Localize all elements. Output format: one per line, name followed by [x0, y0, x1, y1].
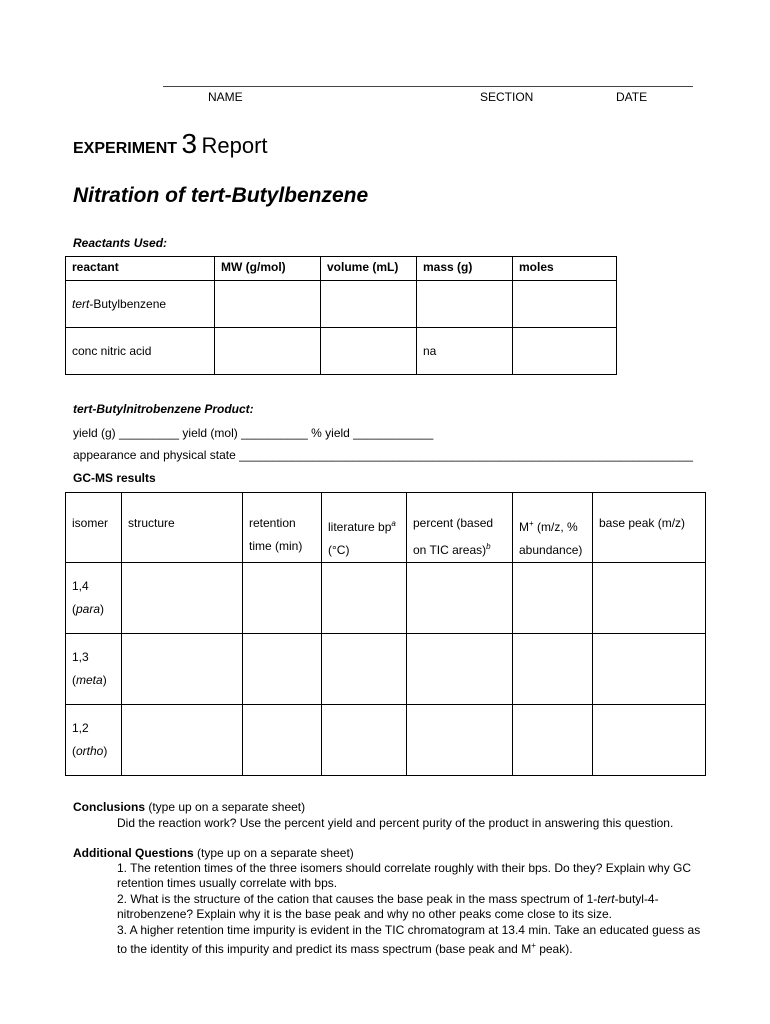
table-row [66, 281, 617, 328]
isomer-cell: 1,3 (meta) [66, 634, 122, 705]
gcms-heading: GC-MS results [73, 471, 156, 485]
mplus-line1: (m/z, % [533, 520, 578, 534]
product-heading: tert-Butylnitrobenzene Product: [73, 402, 254, 416]
col-structure: structure [122, 493, 243, 563]
isomer-name: para [76, 602, 101, 616]
gcms-header-row [66, 493, 706, 563]
retention-line2: time (min) [249, 539, 303, 553]
retention-cell[interactable] [243, 563, 322, 634]
percent-cell[interactable] [407, 563, 513, 634]
reactant-name [66, 281, 215, 328]
litbp-cell[interactable] [322, 705, 407, 776]
basepeak-cell[interactable] [593, 705, 706, 776]
section-label: SECTION [480, 90, 534, 104]
litbp-cell[interactable] [322, 563, 407, 634]
experiment-heading [73, 128, 268, 160]
reactant-name-rest: conc nitric acid [72, 344, 152, 358]
col-percent [407, 493, 513, 563]
retention-cell[interactable] [243, 634, 322, 705]
mass-cell[interactable]: na [417, 328, 513, 375]
col-m-plus [513, 493, 593, 563]
percent-line2: on TIC areas) [413, 543, 487, 557]
additional-note: (type up on a separate sheet) [193, 846, 354, 860]
mw-cell[interactable] [215, 328, 321, 375]
percent-cell[interactable] [407, 705, 513, 776]
litbp-line1: literature bp [328, 520, 392, 534]
col-mw: MW (g/mol) [215, 257, 321, 281]
structure-cell[interactable] [122, 705, 243, 776]
mplus-cell[interactable] [513, 634, 593, 705]
table-row [66, 563, 706, 634]
question-3 [117, 923, 702, 957]
date-label: DATE [616, 90, 648, 104]
percent-line1: percent (based [413, 516, 494, 530]
appearance-line[interactable]: appearance and physical state ____________________________________________________________________ [73, 448, 693, 462]
mw-cell[interactable] [215, 281, 321, 328]
col-retention [243, 493, 322, 563]
structure-cell[interactable] [122, 634, 243, 705]
retention-line1: retention [249, 516, 296, 530]
isomer-position: 1,3 [72, 650, 89, 664]
table-row [66, 634, 706, 705]
question-1: 1. The retention times of the three isomers should correlate roughly with their bps. Do they? Explain why GC retention times usually correlate with bps. [117, 861, 692, 890]
mass-cell[interactable] [417, 281, 513, 328]
q2-part-a: 2. What is the structure of the cation that causes the base peak in the mass spectrum of 1- [117, 892, 598, 906]
experiment-word: EXPERIMENT [73, 140, 178, 157]
conclusions-label: Conclusions [73, 800, 146, 814]
page-title: Nitration of tert-Butylbenzene [73, 184, 369, 207]
isomer-name: ortho [76, 744, 104, 758]
question-2 [117, 892, 702, 922]
experiment-report-word: Report [201, 133, 268, 158]
conclusions-text: Did the reaction work? Use the percent yield and percent purity of the product in answering this question. [117, 816, 674, 830]
q3-part-a: 3. A higher retention time impurity is evident in the TIC chromatogram at 13.4 min. Take an educated guess as to the identity of this impurity and predict its mass spectrum (base peak and M [117, 923, 701, 956]
reactant-name [66, 328, 215, 375]
col-isomer: isomer [66, 493, 122, 563]
gcms-table [65, 492, 706, 776]
table-row [66, 705, 706, 776]
mplus-cell[interactable] [513, 705, 593, 776]
volume-cell[interactable] [321, 281, 417, 328]
reactant-name-rest: -Butylbenzene [89, 297, 167, 311]
retention-cell[interactable] [243, 705, 322, 776]
footnote-a: a [391, 519, 396, 528]
structure-cell[interactable] [122, 563, 243, 634]
q3-sup: + [531, 941, 536, 950]
additional-label: Additional Questions [73, 846, 194, 860]
q3-part-b: peak). [535, 942, 573, 956]
isomer-name: meta [76, 673, 103, 687]
conclusions-note: (type up on a separate sheet) [145, 800, 306, 814]
reactants-heading: Reactants Used: [73, 236, 168, 250]
table-row [66, 328, 617, 375]
name-section-date-line [163, 86, 693, 87]
basepeak-cell[interactable] [593, 634, 706, 705]
percent-cell[interactable] [407, 634, 513, 705]
basepeak-cell[interactable] [593, 563, 706, 634]
moles-cell[interactable] [513, 328, 617, 375]
name-label: NAME [208, 90, 243, 104]
litbp-cell[interactable] [322, 634, 407, 705]
footnote-b: b [486, 542, 491, 551]
reactants-header-row [66, 257, 617, 281]
volume-cell[interactable] [321, 328, 417, 375]
moles-cell[interactable] [513, 281, 617, 328]
col-base-peak: base peak (m/z) [593, 493, 706, 563]
yield-line[interactable]: yield (g) _________ yield (mol) __________ % yield ____________ [73, 426, 434, 440]
isomer-position: 1,4 [72, 579, 89, 593]
reactants-table [65, 256, 617, 375]
additional-heading [73, 846, 354, 860]
mplus-line2: abundance) [519, 543, 583, 557]
isomer-position: 1,2 [72, 721, 89, 735]
col-reactant: reactant [66, 257, 215, 281]
isomer-cell: 1,2 (ortho) [66, 705, 122, 776]
experiment-number: 3 [181, 128, 198, 159]
q2-italic: tert [597, 892, 615, 906]
mplus-m: M [519, 520, 529, 534]
mplus-cell[interactable] [513, 563, 593, 634]
q2-part-b: -butyl-4-nitrobenzene? Explain why it is the base peak and why no other peaks come close to its size. [117, 892, 659, 921]
reactant-name-italic: tert [72, 297, 90, 311]
col-mass: mass (g) [417, 257, 513, 281]
col-moles: moles [513, 257, 617, 281]
mplus-sup: + [529, 519, 534, 528]
col-volume: volume (mL) [321, 257, 417, 281]
isomer-cell: 1,4 (para) [66, 563, 122, 634]
col-literature-bp [322, 493, 407, 563]
conclusions-heading [73, 800, 305, 814]
litbp-line2: (°C) [328, 543, 350, 557]
